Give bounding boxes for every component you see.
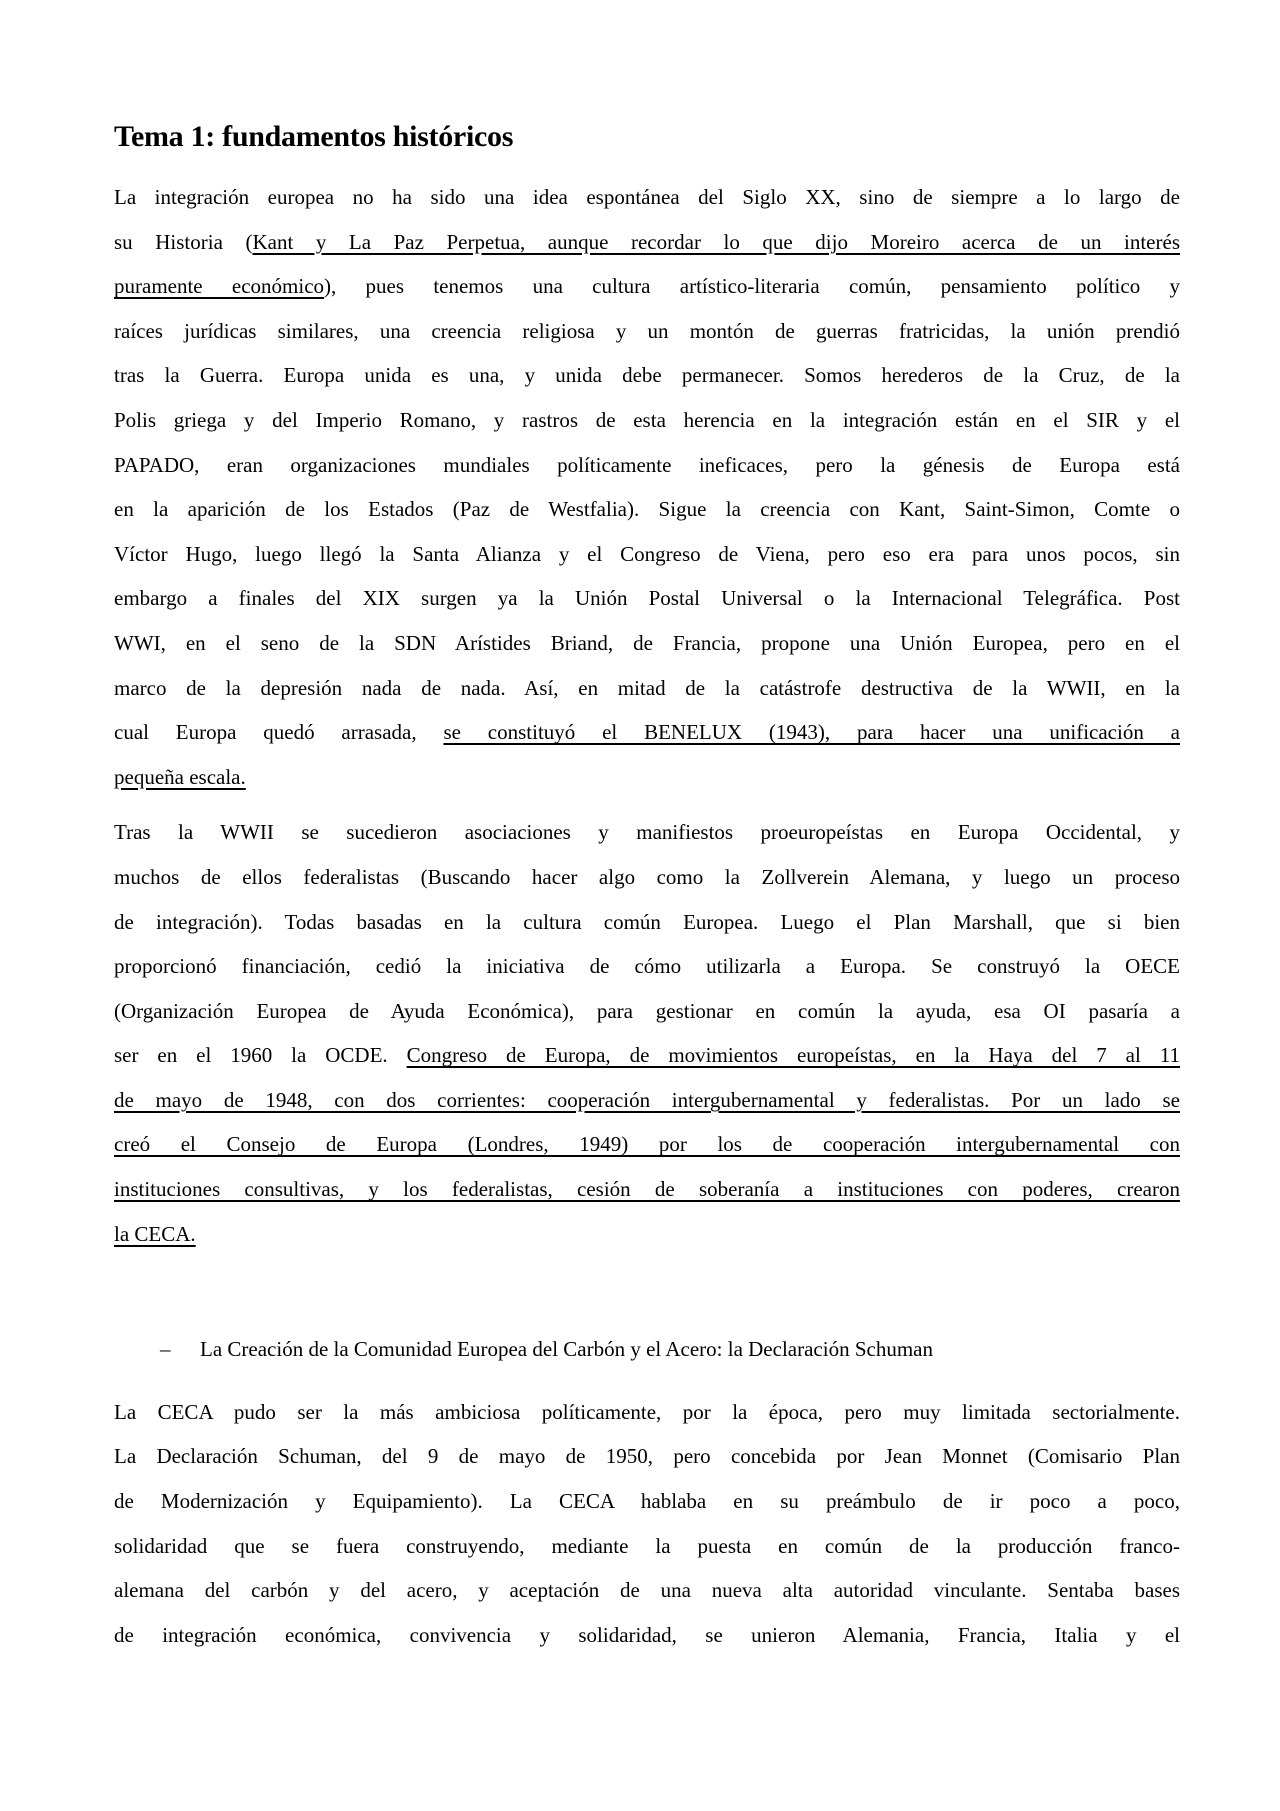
paragraph-postwar-movements: [114, 810, 1180, 1256]
text-line: [114, 1479, 1180, 1524]
text-line: [114, 353, 1180, 398]
text-line: [114, 220, 1180, 265]
text-segment: alemana del carbón y del acero, y aceptación de una nueva alta autoridad vinculante. Sentaba bases: [114, 1578, 1180, 1603]
list-item-ceca-schuman-declaration: [114, 1327, 1180, 1372]
text-line: [114, 532, 1180, 577]
text-line: [114, 309, 1180, 354]
text-segment: Tras la WWII se sucedieron asociaciones y manifiestos proeuropeístas en Europa Occidental, y: [114, 820, 1180, 845]
underlined-text-segment: instituciones consultivas, y los federalistas, cesión de soberanía a instituciones con poderes, crearon: [114, 1177, 1180, 1202]
text-line: [114, 900, 1180, 945]
text-line: [114, 1122, 1180, 1167]
text-line: [114, 1524, 1180, 1569]
text-segment: marco de la depresión nada de nada. Así, en mitad de la catástrofe destructiva de la WWII, en la: [114, 675, 1180, 700]
text-segment: embargo a finales del XIX surgen ya la Unión Postal Universal o la Internacional Telegráfica. Post: [114, 586, 1180, 611]
text-line: [114, 175, 1180, 220]
text-line: [114, 855, 1180, 900]
text-line: [114, 810, 1180, 855]
text-segment: Polis griega y del Imperio Romano, y rastros de esta herencia en la integración están en el SIR y el: [114, 407, 1180, 432]
text-segment: en la aparición de los Estados (Paz de Westfalia). Sigue la creencia con Kant, Saint-Simon, Comte o: [114, 497, 1180, 522]
text-segment: ), pues tenemos una cultura artístico-literaria común, pensamiento político y: [324, 274, 1180, 299]
text-segment: ser en el 1960 la OCDE.: [114, 1043, 407, 1068]
text-segment: WWI, en el seno de la SDN Arístides Briand, de Francia, propone una Unión Europea, pero en el: [114, 630, 1180, 655]
text-segment: de Modernización y Equipamiento). La CECA hablaba en su preámbulo de ir poco a poco,: [114, 1489, 1180, 1514]
text-line: [114, 487, 1180, 532]
text-segment: La CECA pudo ser la más ambiciosa políticamente, por la época, pero muy limitada sectorialmente.: [114, 1399, 1180, 1424]
text-line: [114, 1434, 1180, 1479]
text-segment: PAPADO, eran organizaciones mundiales políticamente ineficaces, pero la génesis de Europa está: [114, 452, 1180, 477]
text-line: [114, 710, 1180, 755]
text-line: [114, 755, 1180, 800]
text-segment: (Organización Europea de Ayuda Económica), para gestionar en común la ayuda, esa OI pasaría a: [114, 998, 1180, 1023]
text-segment: cual Europa quedó arrasada,: [114, 720, 444, 745]
dash-bullet-marker: –: [160, 1337, 171, 1362]
text-line: [114, 666, 1180, 711]
text-line: [114, 621, 1180, 666]
text-segment: su Historia (: [114, 229, 253, 254]
text-segment: proporcionó financiación, cedió la iniciativa de cómo utilizarla a Europa. Se construyó la OECE: [114, 954, 1180, 979]
text-segment: La integración europea no ha sido una idea espontánea del Siglo XX, sino de siempre a lo largo de: [114, 185, 1180, 209]
text-line: [114, 1613, 1180, 1658]
underlined-text-segment: la CECA.: [114, 1221, 196, 1246]
underlined-text-segment: Kant y La Paz Perpetua, aunque recordar lo que dijo Moreiro acerca de un interés: [252, 229, 1180, 254]
text-line: [114, 1078, 1180, 1123]
text-line: [114, 576, 1180, 621]
underlined-text-segment: Congreso de Europa, de movimientos europeístas, en la Haya del 7 al 11: [406, 1043, 1180, 1068]
text-segment: Víctor Hugo, luego llegó la Santa Alianza y el Congreso de Viena, pero eso era para unos pocos, sin: [114, 541, 1180, 566]
text-line: [114, 398, 1180, 443]
underlined-text-segment: creó el Consejo de Europa (Londres, 1949) por los de cooperación intergubernamental con: [114, 1132, 1180, 1157]
text-line: [114, 1568, 1180, 1613]
text-line: [114, 443, 1180, 488]
underlined-text-segment: puramente económico: [114, 274, 325, 299]
text-segment: muchos de ellos federalistas (Buscando hacer algo como la Zollverein Alemana, y luego un proceso: [114, 864, 1180, 889]
text-line: [114, 1167, 1180, 1212]
text-segment: raíces jurídicas similares, una creencia religiosa y un montón de guerras fratricidas, la unión prendió: [114, 318, 1180, 343]
text-segment: La Declaración Schuman, del 9 de mayo de 1950, pero concebida por Jean Monnet (Comisario Plan: [114, 1444, 1180, 1469]
underlined-text-segment: se constituyó el BENELUX (1943), para hacer una unificación a: [443, 720, 1180, 745]
paragraph-historical-foundations: [114, 175, 1180, 799]
text-segment: de integración económica, convivencia y solidaridad, se unieron Alemania, Francia, Italia y el: [114, 1622, 1180, 1647]
text-line: [114, 264, 1180, 309]
text-segment: solidaridad que se fuera construyendo, mediante la puesta en común de la producción franco-: [114, 1533, 1180, 1558]
document-title: Tema 1: fundamentos históricos: [114, 120, 514, 153]
text-line: [114, 1033, 1180, 1078]
text-line: [114, 1212, 1180, 1257]
text-segment: de integración). Todas basadas en la cultura común Europea. Luego el Plan Marshall, que si bien: [114, 909, 1180, 934]
text-line: [114, 944, 1180, 989]
underlined-text-segment: pequeña escala.: [114, 764, 246, 789]
text-line: [114, 989, 1180, 1034]
text-line: [114, 1390, 1180, 1435]
text-segment: tras la Guerra. Europa unida es una, y unida debe permanecer. Somos herederos de la Cruz, de la: [114, 363, 1180, 388]
list-item-label: La Creación de la Comunidad Europea del Carbón y el Acero: la Declaración Schuman: [200, 1337, 933, 1362]
underlined-text-segment: de mayo de 1948, con dos corrientes: cooperación intergubernamental y federalistas. Por un lado se: [114, 1087, 1180, 1112]
paragraph-ceca-schuman: [114, 1390, 1180, 1658]
